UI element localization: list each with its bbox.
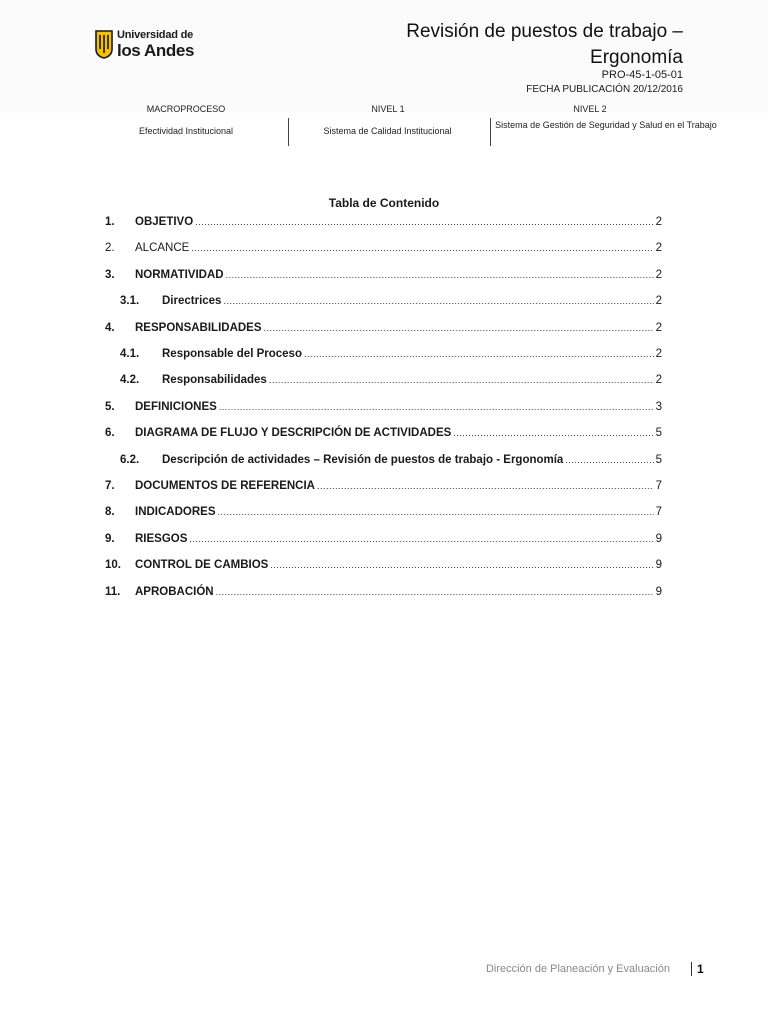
toc-entry-page: 2 [655, 269, 662, 281]
toc-leader-dots [216, 587, 654, 597]
toc-entry-title: INDICADORES [135, 506, 216, 518]
column-divider [490, 118, 491, 146]
title-line2: Ergonomía [590, 47, 683, 68]
toc-leader-dots [189, 534, 653, 544]
nivel1-value: Sistema de Calidad Institucional [323, 126, 452, 136]
toc-leader-dots [304, 349, 654, 359]
toc-entry[interactable] [105, 506, 662, 522]
toc-leader-dots [317, 481, 654, 491]
toc-leader-dots [226, 270, 654, 280]
toc-leader-dots [218, 507, 654, 517]
toc-leader-dots [219, 402, 654, 412]
toc-entry-number: 6. [105, 427, 115, 439]
toc-entry[interactable] [120, 454, 662, 470]
toc-entry-title: DEFINICIONES [135, 401, 217, 413]
toc-leader-dots [453, 428, 653, 438]
toc-entry-page: 9 [655, 559, 662, 571]
toc-entry[interactable] [105, 559, 662, 575]
toc-entry[interactable] [105, 427, 662, 443]
toc-leader-dots [270, 560, 653, 570]
toc-entry[interactable] [105, 242, 662, 258]
toc-leader-dots [223, 296, 653, 306]
toc-entry-page: 5 [655, 454, 662, 466]
toc-entry-title: Responsabilidades [162, 374, 267, 386]
toc-entry[interactable] [105, 586, 662, 602]
toc-entry-title: OBJETIVO [135, 216, 194, 228]
toc-entry-page: 2 [655, 216, 662, 228]
toc-entry-number: 3. [105, 269, 115, 281]
toc-entry-number: 3.1. [120, 295, 140, 307]
toc-title: Tabla de Contenido [328, 196, 440, 210]
title-line1: Revisión de puestos de trabajo – [406, 21, 683, 42]
toc-entry-number: 4.1. [120, 348, 140, 360]
toc-entry-number: 9. [105, 533, 115, 545]
toc-entry-title: Responsable del Proceso [162, 348, 302, 360]
macroproceso-value: Efectividad Institucional [138, 126, 234, 136]
toc-entry-title: DOCUMENTOS DE REFERENCIA [135, 480, 315, 492]
toc-entry-page: 2 [655, 322, 662, 334]
toc-entry-number: 8. [105, 506, 115, 518]
toc-entry-title: NORMATIVIDAD [135, 269, 224, 281]
toc-entry-number: 4. [105, 322, 115, 334]
toc-entry-number: 11. [105, 586, 121, 598]
logo-text [117, 30, 194, 59]
toc-entry-page: 9 [655, 586, 662, 598]
toc-entry-page: 2 [655, 374, 662, 386]
macroproceso-label: MACROPROCESO [146, 104, 226, 114]
nivel1-label: NIVEL 1 [371, 104, 405, 114]
toc-entry-number: 7. [105, 480, 115, 492]
toc-entry-page: 7 [655, 480, 662, 492]
nivel2-value: Sistema de Gestión de Seguridad y Salud en el Trabajo [495, 120, 717, 130]
toc-entry-number: 6.2. [120, 454, 140, 466]
toc-entry[interactable] [120, 348, 662, 364]
toc-entry[interactable] [105, 533, 662, 549]
toc-entry-title: APROBACIÓN [135, 586, 214, 598]
toc-entry-page: 7 [655, 506, 662, 518]
toc-entry-title: Directrices [162, 295, 222, 307]
toc-entry[interactable] [105, 322, 662, 338]
toc-leader-dots [565, 455, 653, 465]
toc-leader-dots [195, 217, 653, 227]
shield-logo-icon [95, 29, 113, 59]
toc-entry[interactable] [120, 295, 662, 311]
toc-entry-page: 9 [655, 533, 662, 545]
document-code: PRO-45-1-05-01 [601, 69, 683, 81]
toc-entry-title: Descripción de actividades – Revisión de puestos de trabajo - Ergonomía [162, 454, 564, 466]
toc-entry-number: 10. [105, 559, 121, 571]
toc-entry-number: 5. [105, 401, 115, 413]
toc-entry-title: RESPONSABILIDADES [135, 322, 262, 334]
footer-divider [691, 962, 692, 976]
nivel2-label: NIVEL 2 [573, 104, 607, 114]
column-divider [288, 118, 289, 146]
toc-entry[interactable] [105, 269, 662, 285]
toc-entry-title: RIESGOS [135, 533, 188, 545]
toc-entry-title: ALCANCE [135, 242, 190, 254]
toc-leader-dots [191, 243, 653, 253]
toc-leader-dots [269, 375, 654, 385]
toc-entry[interactable] [105, 216, 662, 232]
university-logo [95, 28, 194, 60]
page-number: 1 [697, 962, 704, 976]
logo-line1: Universidad de [117, 28, 194, 41]
logo-line2: los Andes [117, 40, 195, 60]
toc-entry-number: 1. [105, 216, 115, 228]
toc-leader-dots [264, 323, 654, 333]
toc-entry-page: 2 [655, 348, 662, 360]
toc-entry-title: DIAGRAMA DE FLUJO Y DESCRIPCIÓN DE ACTIVIDADES [135, 427, 452, 439]
toc-entry-title: CONTROL DE CAMBIOS [135, 559, 269, 571]
toc-entry-page: 5 [655, 427, 662, 439]
toc-entry[interactable] [105, 401, 662, 417]
toc-entry-number: 2. [105, 242, 115, 254]
toc-entry-number: 4.2. [120, 374, 140, 386]
publication-date: FECHA PUBLICACIÓN 20/12/2016 [526, 84, 683, 95]
footer-department: Dirección de Planeación y Evaluación [485, 963, 670, 975]
toc-entry-page: 2 [655, 295, 662, 307]
toc-entry-page: 2 [655, 242, 662, 254]
toc-entry[interactable] [120, 374, 662, 390]
toc-entry-page: 3 [655, 401, 662, 413]
toc-entry[interactable] [105, 480, 662, 496]
document-title [363, 19, 683, 71]
